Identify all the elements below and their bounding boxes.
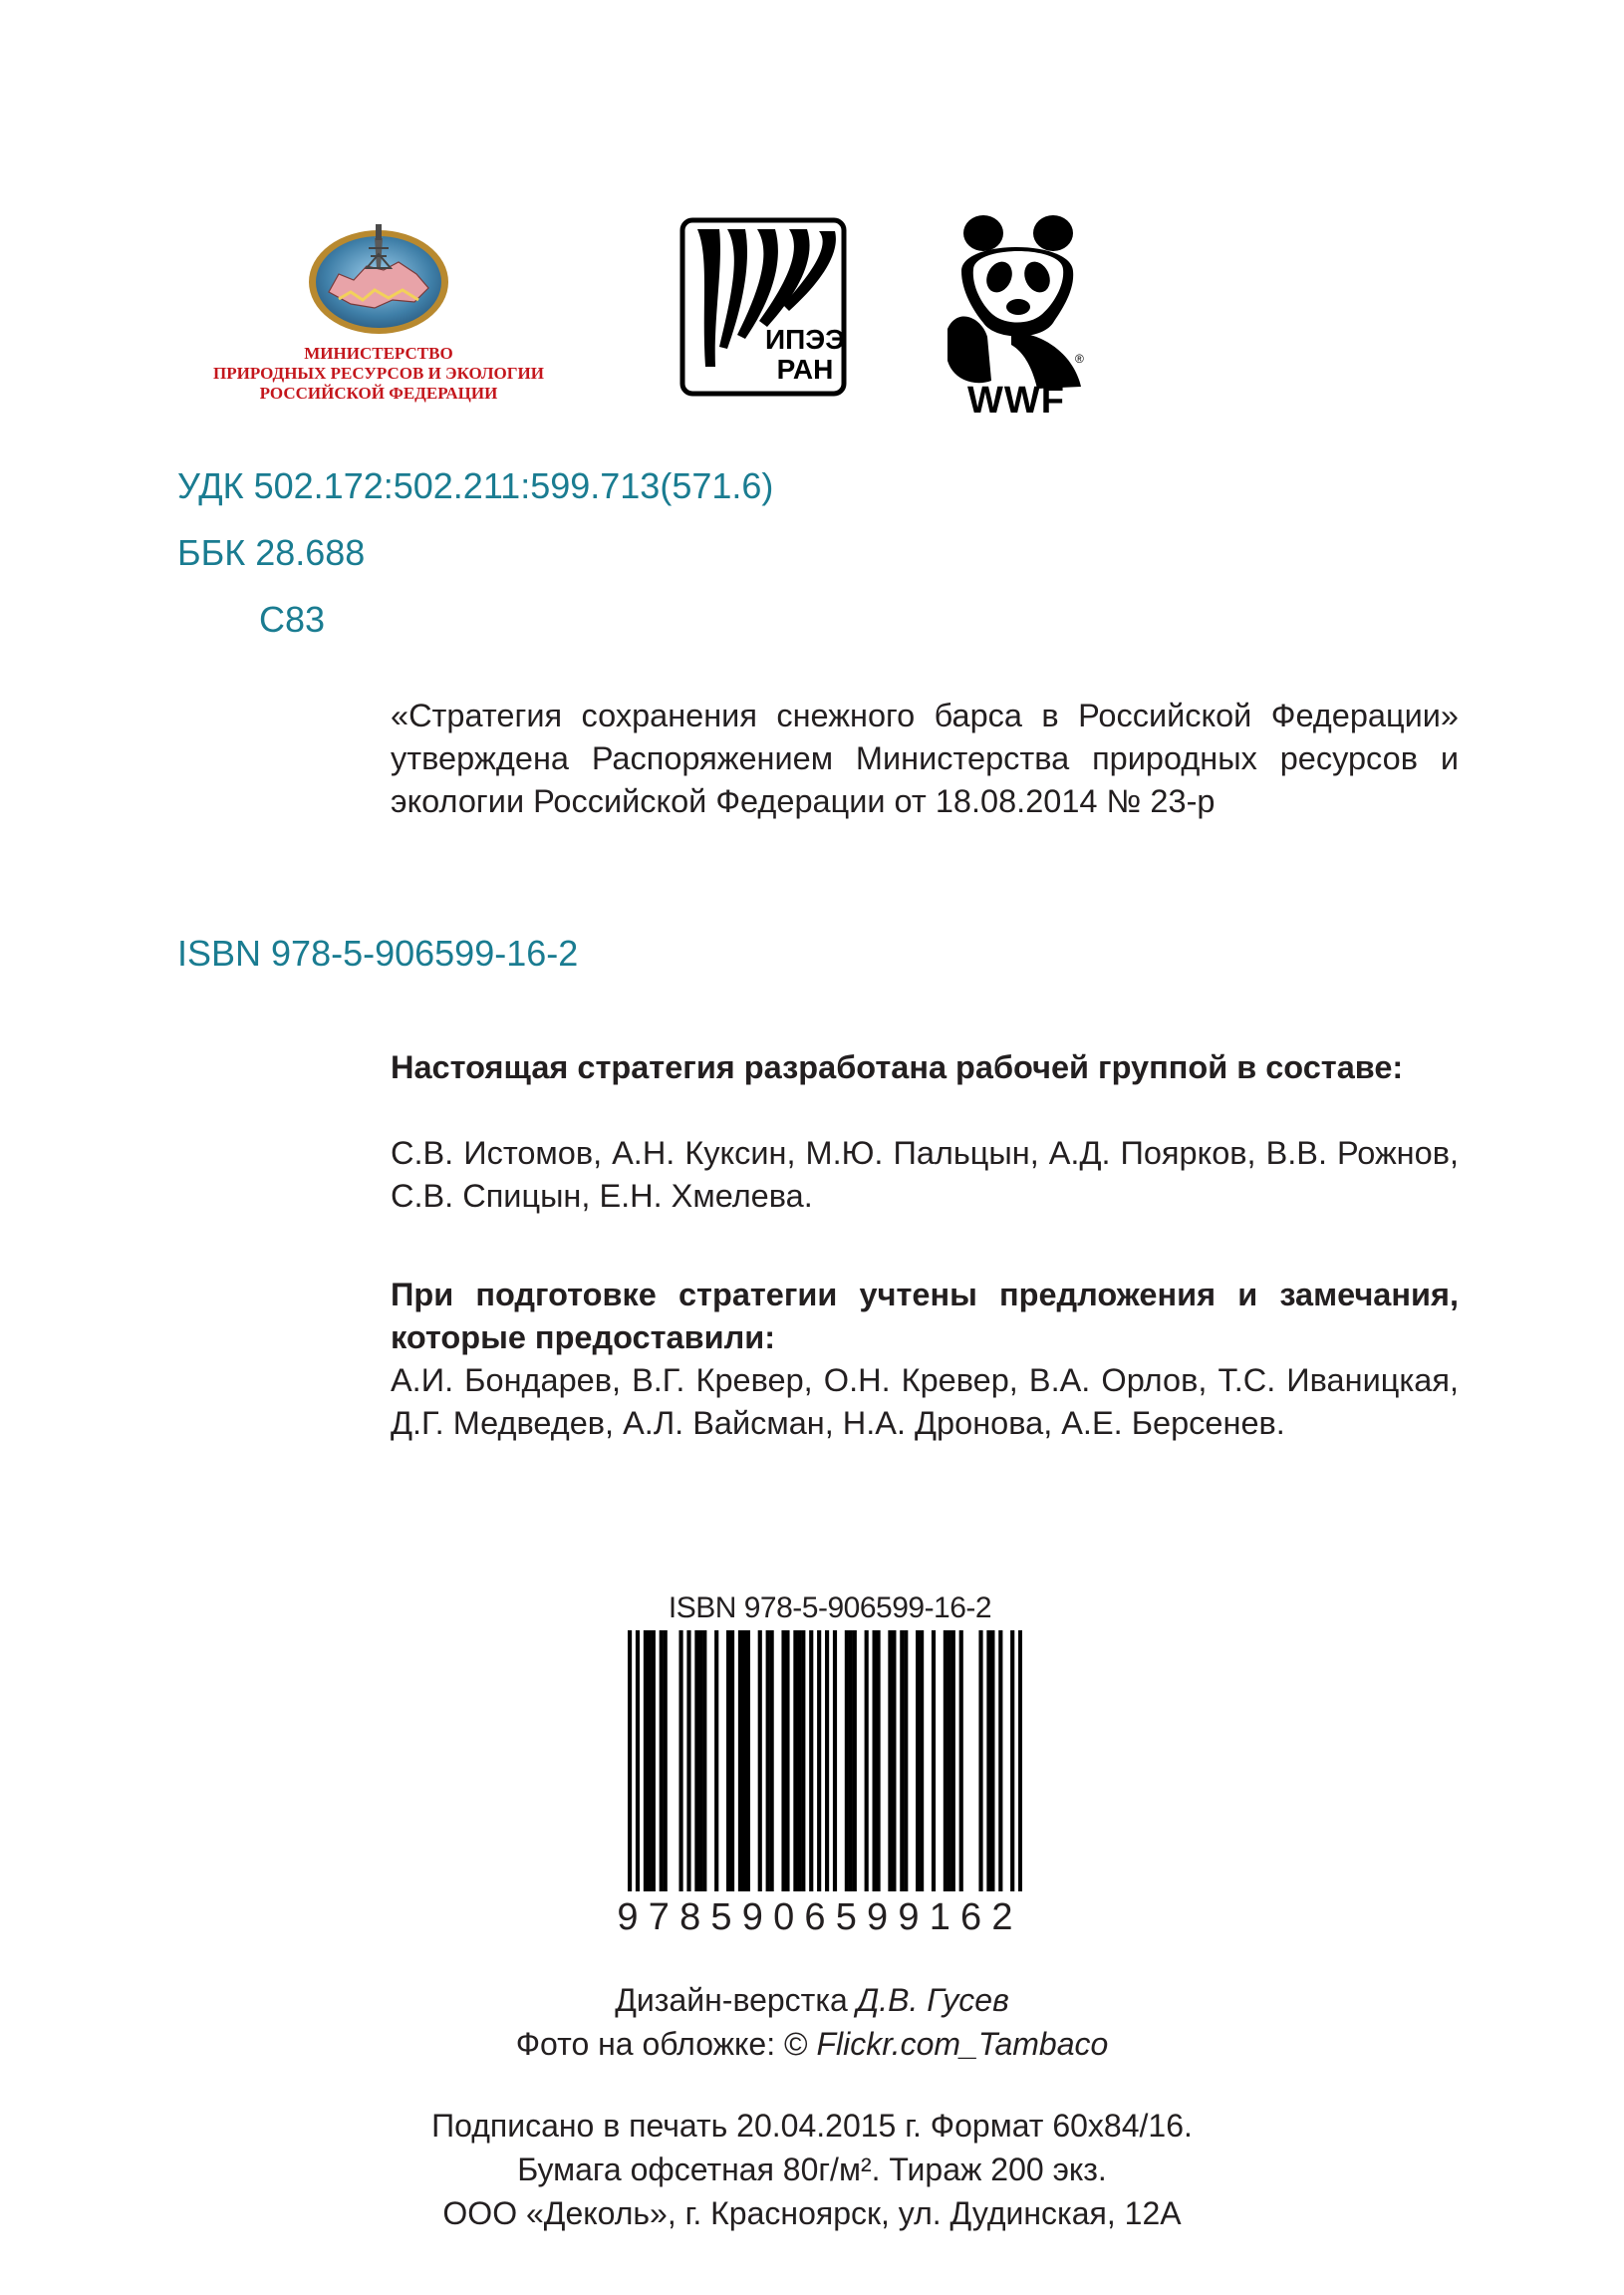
barcode-digit: 9 — [741, 1896, 763, 1938]
barcode-digit: 9 — [898, 1896, 920, 1938]
wwf-logo — [942, 211, 1091, 416]
ministry-caption-line: МИНИСТЕРСТВО — [304, 344, 453, 363]
udk-code: УДК 502.172:502.211:599.713(571.6) — [177, 465, 774, 506]
barcode-digit: 5 — [710, 1896, 732, 1938]
photo-source: Flickr.com_Tambaco — [816, 2026, 1109, 2062]
imprint-printer: ООО «Деколь», г. Красноярск, ул. Дудинская, 12А — [442, 2195, 1182, 2231]
isbn-line: ISBN 978-5-906599-16-2 — [177, 933, 579, 974]
wwf-label: WWF — [967, 380, 1065, 416]
workgroup-members: С.В. Истомов, А.Н. Куксин, М.Ю. Пальцын, А.Д. Поярков, В.В. Рожнов, С.В. Спицын, Е.Н. Хмелева. — [391, 1135, 1459, 1214]
imprint-signed: Подписано в печать 20.04.2015 г. Формат 60х84/16. — [431, 2108, 1193, 2144]
design-name: Д.В. Гусев — [856, 1982, 1009, 2018]
ministry-emblem-icon — [179, 204, 578, 344]
ministry-caption-line: РОССИЙСКОЙ ФЕДЕРАЦИИ — [259, 384, 498, 403]
ministry-caption — [179, 344, 578, 404]
barcode-digit: 6 — [804, 1896, 826, 1938]
barcode-digit: 2 — [991, 1896, 1013, 1938]
design-credit — [0, 1979, 1624, 2022]
ipee-label: ИПЭЭ — [764, 324, 846, 355]
bbk-code: ББК 28.688 — [177, 532, 366, 573]
approval-paragraph: «Стратегия сохранения снежного барса в Российской Федерации» утверждена Распоряжением Министерства природных ресурсов и экологии Российской Федерации от 18.08.2014 № 23-р — [391, 698, 1459, 819]
ipee-ran-icon — [679, 217, 847, 397]
photo-credit — [0, 2023, 1624, 2066]
svg-text:®: ® — [965, 364, 974, 378]
ministry-logo — [179, 204, 578, 414]
proposals-heading: При подготовке стратегии учтены предложения и замечания, которые предоставили: — [391, 1277, 1459, 1355]
imprint-paper: Бумага офсетная 80г/м². Тираж 200 экз. — [517, 2152, 1107, 2187]
photo-label: Фото на обложке: © — [515, 2026, 817, 2062]
barcode-digit: 8 — [679, 1896, 701, 1938]
barcode-digit: 9 — [867, 1896, 889, 1938]
barcode-digits — [606, 1891, 1024, 1943]
barcode-isbn-label: ISBN 978-5-906599-16-2 — [668, 1591, 992, 1624]
ministry-caption-line: ПРИРОДНЫХ РЕСУРСОВ И ЭКОЛОГИИ — [213, 364, 544, 383]
design-label: Дизайн-верстка — [615, 1982, 857, 2018]
ipee-ran-logo — [679, 217, 847, 397]
svg-text:®: ® — [1075, 352, 1084, 366]
barcode-digit: 9 — [617, 1896, 639, 1938]
proposals-contributors: А.И. Бондарев, В.Г. Кревер, О.Н. Кревер, В.А. Орлов, Т.С. Иваницкая, Д.Г. Медведев, А.Л. Вайсман, Н.А. Дронова, А.Е. Берсенев. — [391, 1362, 1459, 1441]
barcode-digit: 0 — [773, 1896, 795, 1938]
barcode-digit: 5 — [835, 1896, 857, 1938]
workgroup-heading: Настоящая стратегия разработана рабочей группой в составе: — [391, 1049, 1404, 1085]
barcode-digit: 7 — [648, 1896, 670, 1938]
author-mark: С83 — [259, 599, 326, 640]
barcode-digit: 6 — [960, 1896, 982, 1938]
barcode-digit: 1 — [929, 1896, 950, 1938]
panda-icon — [942, 211, 1091, 416]
ran-label: РАН — [776, 354, 834, 385]
